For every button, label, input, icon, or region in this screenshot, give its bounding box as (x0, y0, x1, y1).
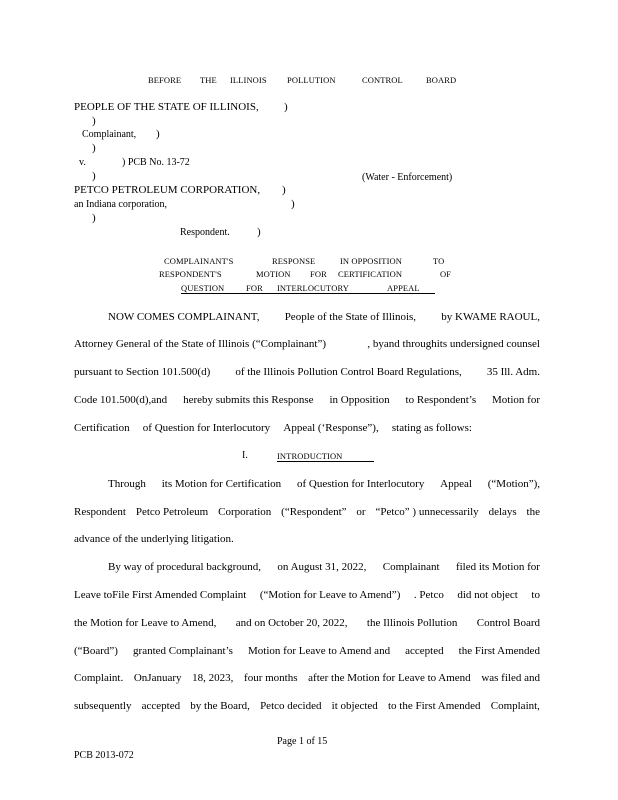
title-word: QUESTION (181, 283, 225, 293)
text-line: subsequently accepted by the Board, Petco decided it objected to the First Amended Complaint, (74, 700, 540, 712)
document-id: PCB 2013-072 (74, 750, 134, 761)
title-word: TO (433, 256, 445, 266)
title-word: INTERLOCUTORY (277, 283, 349, 293)
text-line: (“Board”) granted Complainant’s Motion for Leave to Amend and accepted the First Amended (74, 645, 540, 657)
title-word: FOR (246, 283, 263, 293)
caption-v: v. (79, 157, 86, 168)
caption-paren: ) (92, 170, 96, 182)
title-word: MOTION (256, 269, 291, 279)
header-illinois: ILLINOIS (230, 75, 267, 85)
title-word: OF (440, 269, 452, 279)
section-title: INTRODUCTION (277, 451, 343, 461)
caption-paren: ) (92, 142, 96, 154)
text-line: the Motion for Leave to Amend, and on October 20, 2022, the Illinois Pollution Control Board (74, 617, 540, 629)
text-line: Code 101.500(d),and hereby submits this Response in Opposition to Respondent’s Motion for (74, 394, 540, 406)
text-line: Through its Motion for Certification of Question for Interlocutory Appeal (“Motion”), (108, 478, 540, 490)
title-underline (181, 293, 435, 294)
text-line: Complaint. OnJanuary 18, 2023, four months after the Motion for Leave to Amend was filed and (74, 672, 540, 684)
caption-paren: ) (282, 184, 286, 196)
header-before: BEFORE (148, 75, 182, 85)
header-the: THE (200, 75, 217, 85)
caption-petco: PETCO PETROLEUM CORPORATION, (74, 184, 261, 196)
caption-paren: ) (92, 212, 96, 224)
title-word: FOR (310, 269, 327, 279)
text-line: Attorney General of the State of Illinois (“Complainant”) , byand throughits undersigned counsel (74, 338, 540, 350)
caption-paren: ) (92, 115, 96, 127)
caption-complainant: Complainant, (82, 129, 137, 140)
text-line: advance of the underlying litigation. (74, 533, 234, 545)
text-line: NOW COMES COMPLAINANT, People of the State of Illinois, by KWAME RAOUL, (108, 311, 540, 323)
caption-paren: ) (257, 226, 261, 238)
section-underline (277, 461, 374, 462)
section-number: I. (242, 450, 248, 461)
caption-respondent: Respondent. (180, 227, 230, 238)
title-word: RESPONSE (272, 256, 316, 266)
header-pollution: POLLUTION (287, 75, 336, 85)
caption-water-enforcement: (Water - Enforcement) (362, 172, 453, 183)
caption-paren: ) (291, 198, 295, 210)
title-word: COMPLAINANT'S (164, 256, 234, 266)
text-line: pursuant to Section 101.500(d) of the Illinois Pollution Control Board Regulations, 35 Ill. Adm. (74, 366, 540, 378)
page-number: Page 1 of 15 (277, 736, 328, 747)
title-word: CERTIFICATION (338, 269, 403, 279)
header-board: BOARD (426, 75, 457, 85)
caption-indiana: an Indiana corporation, (74, 199, 168, 210)
title-word: IN OPPOSITION (340, 256, 402, 266)
text-line: Leave toFile First Amended Complaint (“Motion for Leave to Amend”) . Petco did not object to (74, 589, 540, 601)
caption-people: PEOPLE OF THE STATE OF ILLINOIS, (74, 101, 259, 113)
header-control: CONTROL (362, 75, 403, 85)
text-line: By way of procedural background, on August 31, 2022, Complainant filed its Motion for (108, 561, 540, 573)
title-word: RESPONDENT'S (159, 269, 222, 279)
title-word: APPEAL (387, 283, 420, 293)
caption-paren: ) (156, 128, 160, 140)
text-line: Certification of Question for Interlocutory Appeal (‘Response”), stating as follows: (74, 422, 472, 434)
text-line: Respondent Petco Petroleum Corporation (“Respondent” or “Petco” ) unnecessarily delays the (74, 506, 540, 518)
caption-pcb-no: ) PCB No. 13-72 (122, 157, 190, 168)
caption-paren: ) (284, 101, 288, 113)
